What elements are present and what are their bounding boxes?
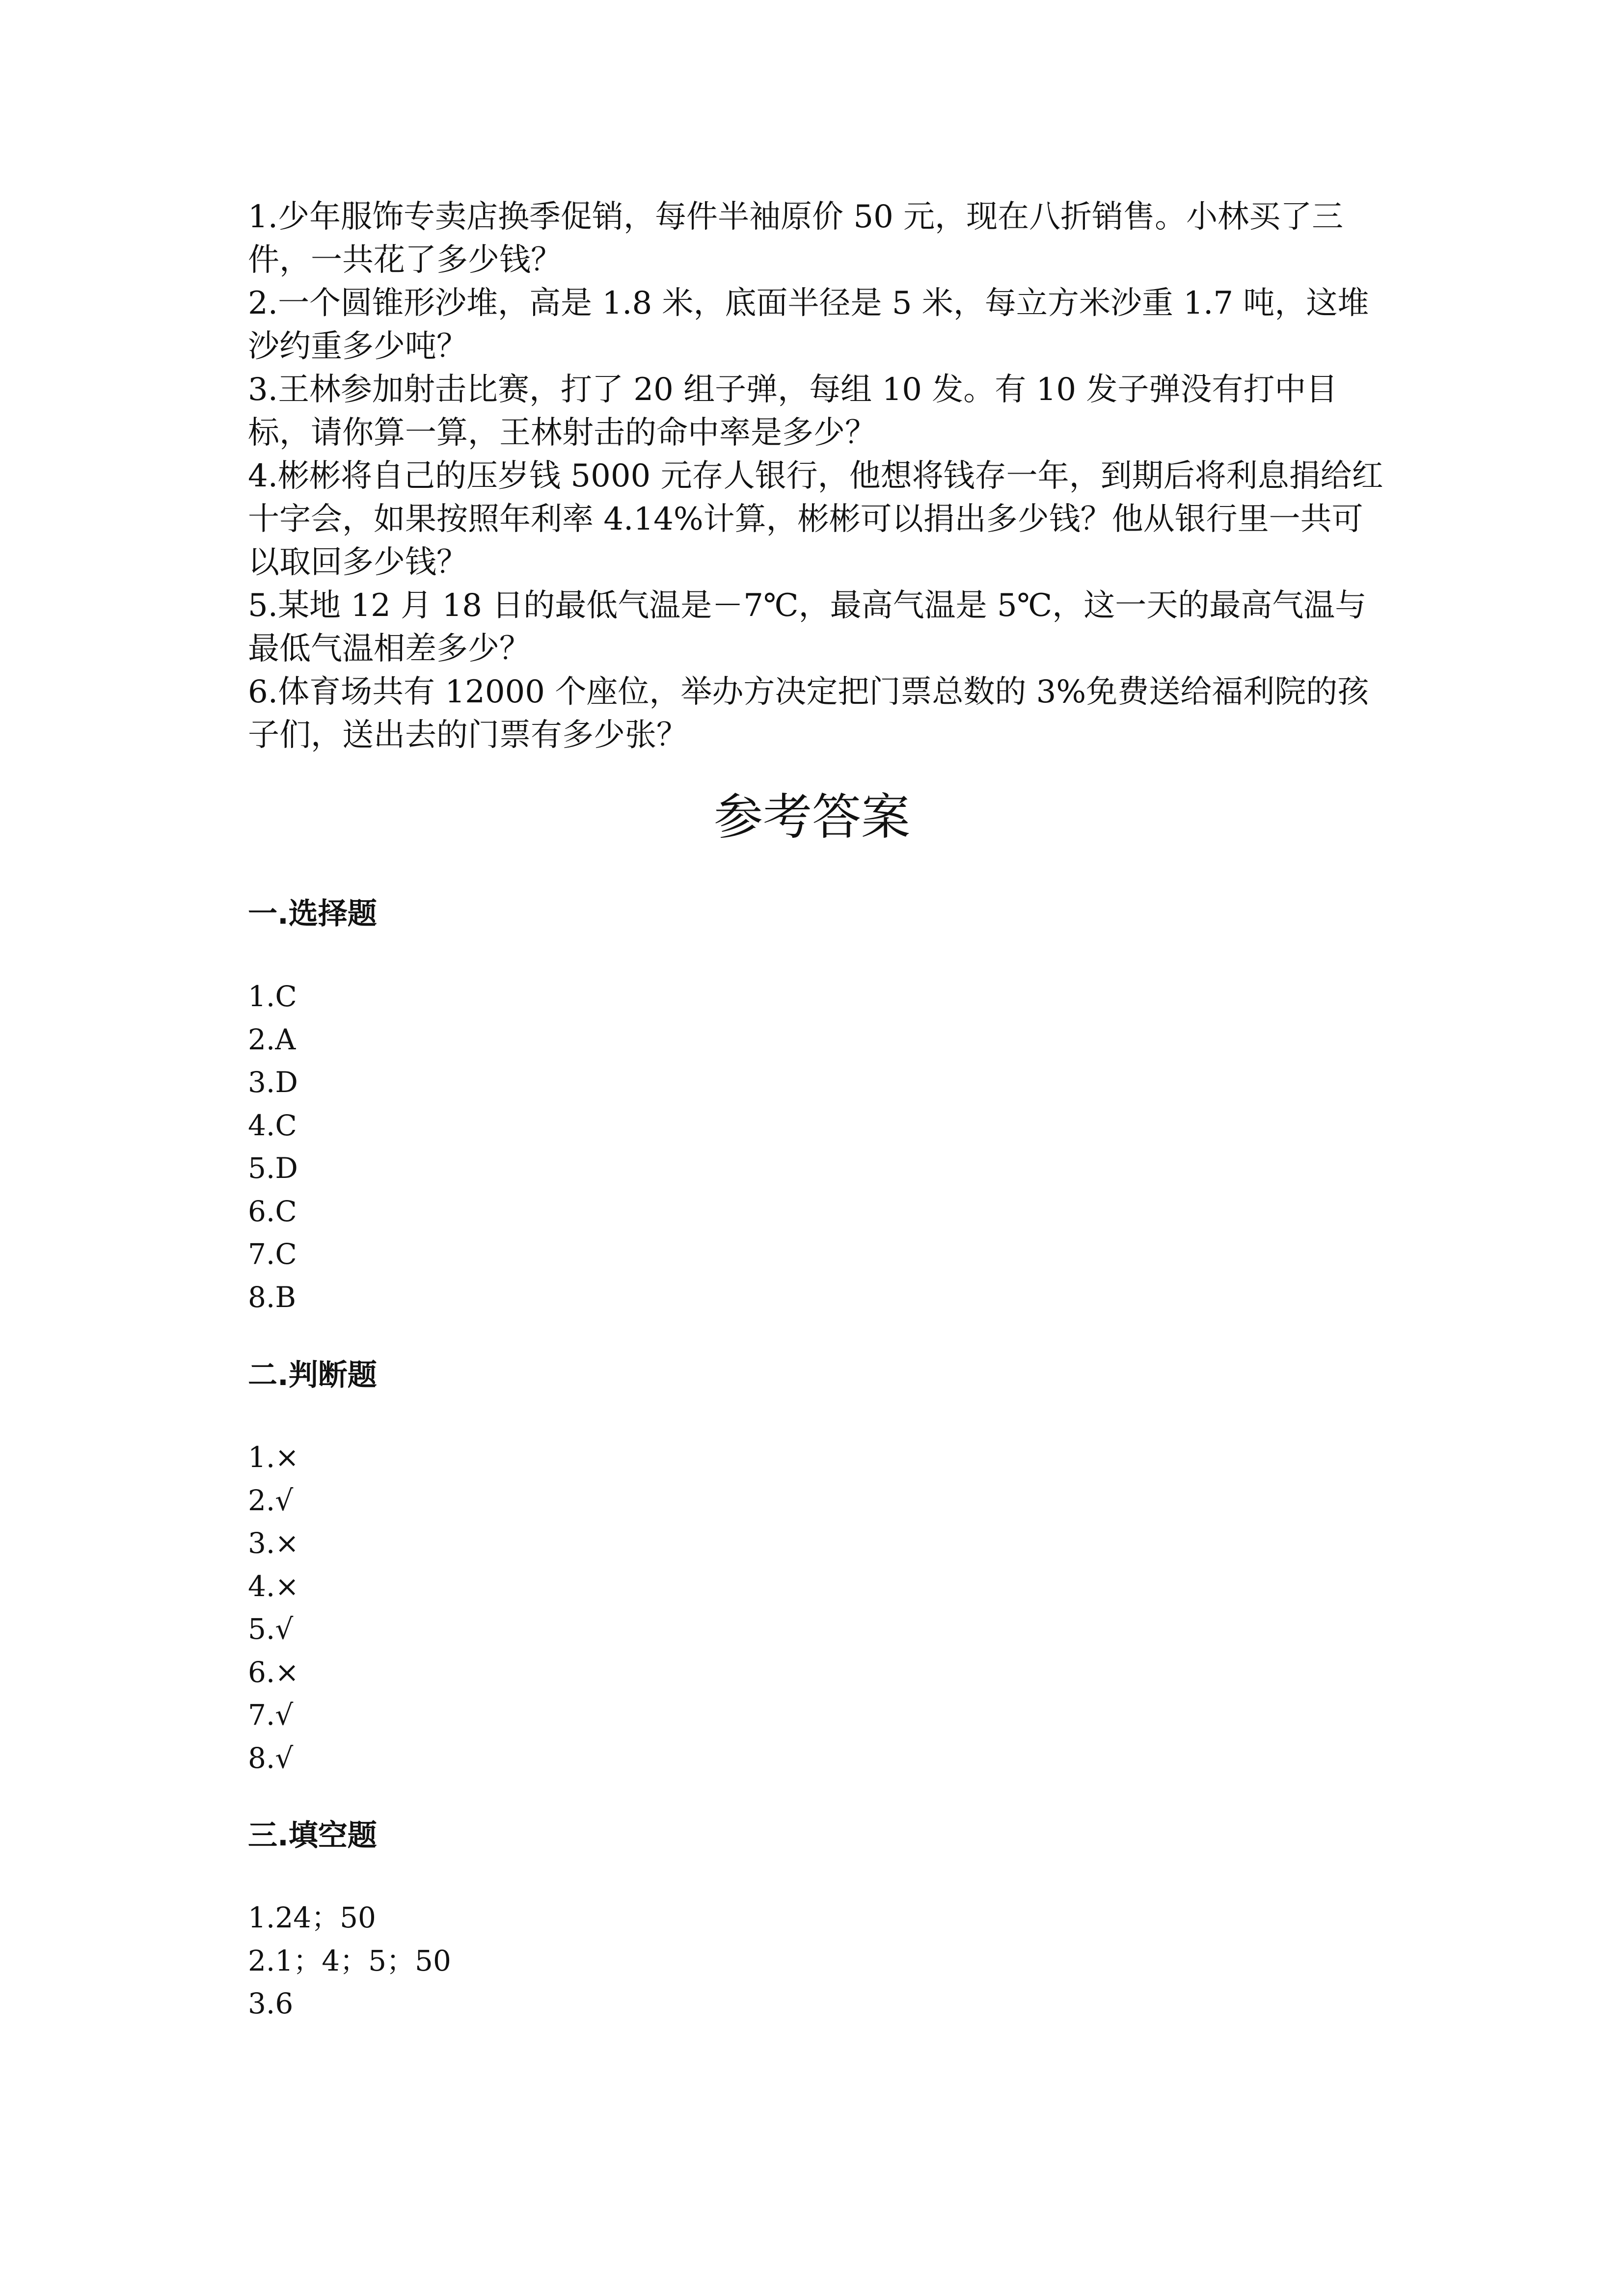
section-heading-true-false: 二.判断题 (248, 1358, 377, 1392)
problem-2: 2.一个圆锥形沙堆，高是 1.8 米，底面半径是 5 米，每立方米沙重 1.7 吨，这堆沙约重多少吨？ (248, 285, 1369, 365)
answer-item: 4.C (248, 1108, 297, 1142)
answer-item: 6.C (248, 1194, 297, 1228)
answer-item: 2.A (248, 1022, 296, 1056)
answer-item: 8.√ (248, 1741, 294, 1775)
answer-item: 3.× (248, 1526, 299, 1560)
word-problems-list (248, 195, 1392, 757)
answer-item: 6.× (248, 1655, 299, 1689)
answer-item: 8.B (248, 1280, 296, 1314)
problem-6: 6.体育场共有 12000 个座位，举办方决定把门票总数的 3%免费送给福利院的孩子们，送出去的门票有多少张？ (248, 674, 1369, 753)
answer-item: 5.√ (248, 1612, 294, 1646)
answers-title: 参考答案 (714, 788, 910, 846)
answer-item: 4.× (248, 1569, 299, 1603)
answer-list-true-false (248, 1436, 299, 1780)
problem-1: 1.少年服饰专卖店换季促销，每件半袖原价 50 元，现在八折销售。小林买了三件，一共花了多少钱？ (248, 199, 1344, 278)
section-heading-fill-blank: 三.填空题 (248, 1818, 377, 1853)
answer-list-fill-blank (248, 1896, 451, 2026)
answer-item: 1.24；50 (248, 1901, 376, 1934)
problem-4: 4.彬彬将自己的压岁钱 5000 元存人银行，他想将钱存一年，到期后将利息捐给红十字会，如果按照年利率 4.14%计算，彬彬可以捐出多少钱？他从银行里一共可以取回多少钱？ (248, 458, 1383, 581)
problem-5: 5.某地 12 月 18 日的最低气温是－7℃，最高气温是 5℃，这一天的最高气温与最低气温相差多少？ (248, 587, 1367, 667)
answer-item: 1.× (248, 1441, 299, 1474)
answer-item: 7.√ (248, 1698, 294, 1732)
answer-item: 1.C (248, 980, 297, 1013)
answer-item: 2.1；4；5；50 (248, 1944, 451, 1977)
answer-item: 3.6 (248, 1987, 294, 2020)
answer-list-choice (248, 975, 298, 1319)
section-heading-choice: 一.选择题 (248, 897, 377, 931)
answer-item: 2.√ (248, 1483, 294, 1517)
answer-item: 7.C (248, 1237, 297, 1271)
answer-item: 5.D (248, 1151, 298, 1185)
answer-item: 3.D (248, 1066, 298, 1099)
problem-3: 3.王林参加射击比赛，打了 20 组子弹，每组 10 发。有 10 发子弹没有打中目标，请你算一算，王林射击的命中率是多少？ (248, 372, 1338, 451)
